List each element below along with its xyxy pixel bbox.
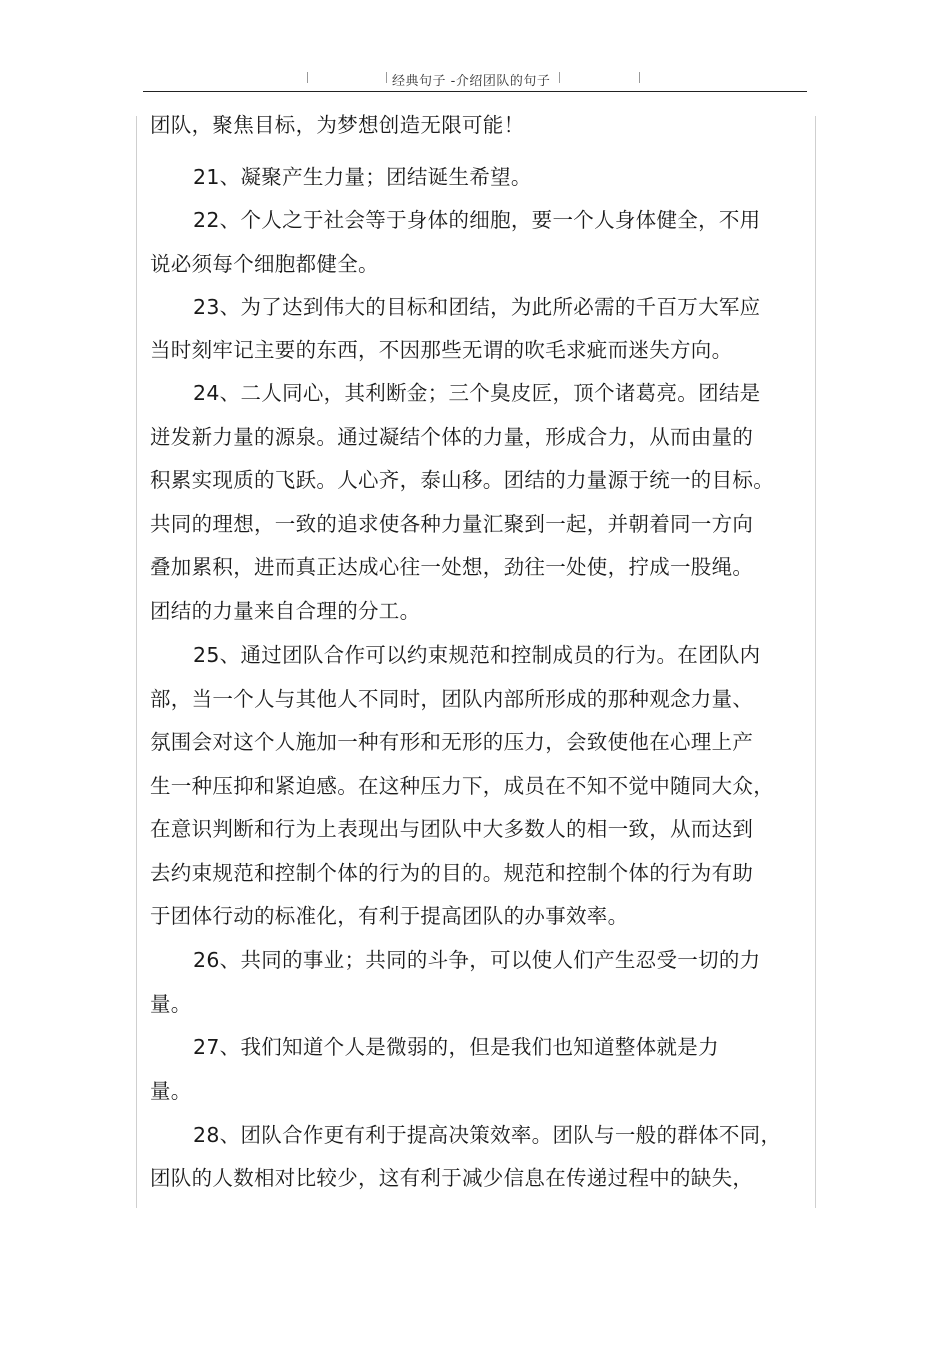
text-line: 量。 bbox=[150, 1079, 192, 1103]
header-title: 经典句子 -介绍团队的句子 bbox=[392, 74, 551, 89]
text-line: 当时刻牢记主要的东西，不因那些无谓的吹毛求疵而迷失方向。 bbox=[150, 338, 733, 362]
text-line: 迸发新力量的源泉。通过凝结个体的力量，形成合力，从而由量的 bbox=[150, 425, 754, 449]
text-line: 生一种压抑和紧迫感。在这种压力下，成员在不知不觉中随同大众， bbox=[150, 774, 774, 798]
text-line: 于团体行动的标准化，有利于提高团队的办事效率。 bbox=[150, 904, 629, 928]
text-line: 28、团队合作更有利于提高决策效率。团队与一般的群体不同， bbox=[193, 1123, 782, 1147]
text-line: 在意识判断和行为上表现出与团队中大多数人的相一致，从而达到 bbox=[150, 817, 754, 841]
left-margin-line bbox=[136, 116, 137, 1208]
text-line: 去约束规范和控制个体的行为的目的。规范和控制个体的行为有助 bbox=[150, 861, 754, 885]
text-line: 24、二人同心，其利断金；三个臭皮匠，顶个诸葛亮。团结是 bbox=[193, 381, 761, 405]
text-line: 部，当一个人与其他人不同时，团队内部所形成的那种观念力量、 bbox=[150, 687, 754, 711]
text-line: 团结的力量来自合理的分工。 bbox=[150, 599, 421, 623]
text-line: 积累实现质的飞跃。人心齐，泰山移。团结的力量源于统一的目标。 bbox=[150, 468, 774, 492]
text-line: 量。 bbox=[150, 992, 192, 1016]
header-rule bbox=[143, 91, 807, 92]
header-tick-mark bbox=[639, 72, 640, 83]
header-tick-mark bbox=[386, 72, 387, 83]
text-line: 21、凝聚产生力量；团结诞生希望。 bbox=[193, 165, 532, 189]
text-line: 氛围会对这个人施加一种有形和无形的压力，会致使他在心理上产 bbox=[150, 730, 754, 754]
right-margin-line bbox=[815, 116, 816, 1208]
page-header bbox=[0, 66, 950, 92]
header-tick-mark bbox=[559, 72, 560, 83]
text-line: 26、共同的事业；共同的斗争，可以使人们产生忍受一切的力 bbox=[193, 948, 761, 972]
text-line: 23、为了达到伟大的目标和团结，为此所必需的千百万大军应 bbox=[193, 295, 761, 319]
text-line: 叠加累积，进而真正达成心往一处想，劲往一处使，拧成一股绳。 bbox=[150, 555, 754, 579]
text-line: 22、个人之于社会等于身体的细胞，要一个人身体健全，不用 bbox=[193, 208, 761, 232]
text-line: 团队的人数相对比较少，这有利于减少信息在传递过程中的缺失， bbox=[150, 1166, 754, 1190]
text-line: 25、通过团队合作可以约束规范和控制成员的行为。在团队内 bbox=[193, 643, 761, 667]
header-tick-mark bbox=[307, 72, 308, 83]
text-line: 团队，聚焦目标，为梦想创造无限可能！ bbox=[150, 113, 525, 137]
text-line: 说必须每个细胞都健全。 bbox=[150, 252, 379, 276]
text-line: 共同的理想，一致的追求使各种力量汇聚到一起，并朝着同一方向 bbox=[150, 512, 754, 536]
text-line: 27、我们知道个人是微弱的，但是我们也知道整体就是力 bbox=[193, 1035, 719, 1059]
